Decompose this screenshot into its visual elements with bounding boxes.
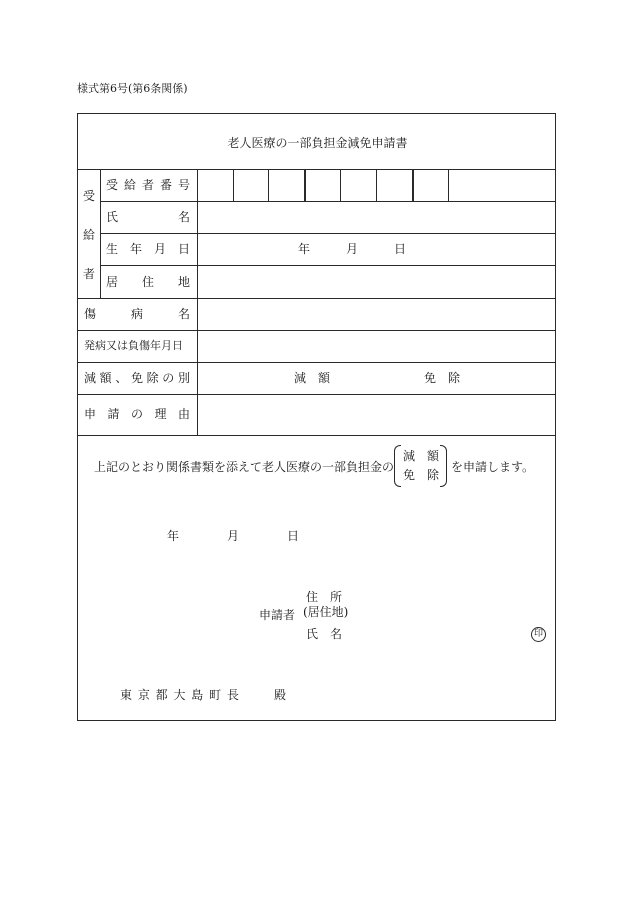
row-divider xyxy=(78,435,555,436)
number-box-divider xyxy=(304,169,306,201)
row-divider xyxy=(100,265,555,266)
reduction-type-label: 減 額 、 免 除 の 別 xyxy=(84,371,190,385)
statement-ending: を申請します。 xyxy=(451,460,535,474)
row-divider xyxy=(100,233,555,234)
number-box-divider xyxy=(376,169,377,201)
row-divider xyxy=(78,298,555,299)
statement-text: 上記のとおり関係書類を添えて老人医療の一部負担金の xyxy=(94,460,395,474)
reduction-option: 減 額 xyxy=(294,371,331,385)
form-number: 様式第6号(第6条関係) xyxy=(77,82,188,95)
onset-date-label: 発病又は負傷年月日 xyxy=(84,339,183,352)
addressee: 東 京 都 大 島 町 長 xyxy=(120,688,240,702)
application-form xyxy=(77,113,556,721)
date-month-unit: 月 xyxy=(227,529,240,543)
applicant-residence-label: (居住地) xyxy=(303,605,349,619)
right-brace xyxy=(440,445,447,487)
statement-choice-exemption: 免 除 xyxy=(403,468,440,482)
number-box-divider xyxy=(340,169,341,201)
number-box-divider xyxy=(268,169,269,201)
date-year-unit: 年 xyxy=(167,529,180,543)
honorific: 殿 xyxy=(274,688,287,702)
seal-mark: 印 xyxy=(531,627,546,642)
birth-month-unit: 月 xyxy=(346,242,359,256)
row-divider xyxy=(100,201,555,202)
row-divider xyxy=(78,330,555,331)
row-divider xyxy=(78,362,555,363)
applicant-address-label: 住 所 xyxy=(306,590,343,604)
row-divider xyxy=(78,394,555,395)
applicant-name-label: 氏 名 xyxy=(306,627,343,641)
residence-label: 居 住 地 xyxy=(106,275,190,289)
number-box-divider xyxy=(412,169,414,201)
number-box-divider xyxy=(448,169,449,201)
column-divider xyxy=(197,169,198,435)
reason-label: 申 請 の 理 由 xyxy=(84,407,190,421)
left-brace xyxy=(394,445,401,487)
date-day-unit: 日 xyxy=(287,529,300,543)
exemption-option: 免 除 xyxy=(424,371,461,385)
statement-choice-reduction: 減 額 xyxy=(403,449,440,463)
row-divider xyxy=(78,169,555,170)
recipient-group-label: 受 給 者 xyxy=(82,189,95,281)
column-divider xyxy=(100,169,101,298)
disease-name-label: 傷 病 名 xyxy=(84,307,190,321)
applicant-label: 申請者 xyxy=(259,608,296,622)
birth-date-label: 生 年 月 日 xyxy=(106,242,190,256)
name-label: 氏 名 xyxy=(106,210,190,224)
form-title: 老人医療の一部負担金減免申請書 xyxy=(227,136,408,150)
birth-day-unit: 日 xyxy=(394,242,407,256)
recipient-number-label: 受 給 者 番 号 xyxy=(106,178,190,192)
birth-year-unit: 年 xyxy=(298,242,311,256)
number-box-divider xyxy=(233,169,234,201)
